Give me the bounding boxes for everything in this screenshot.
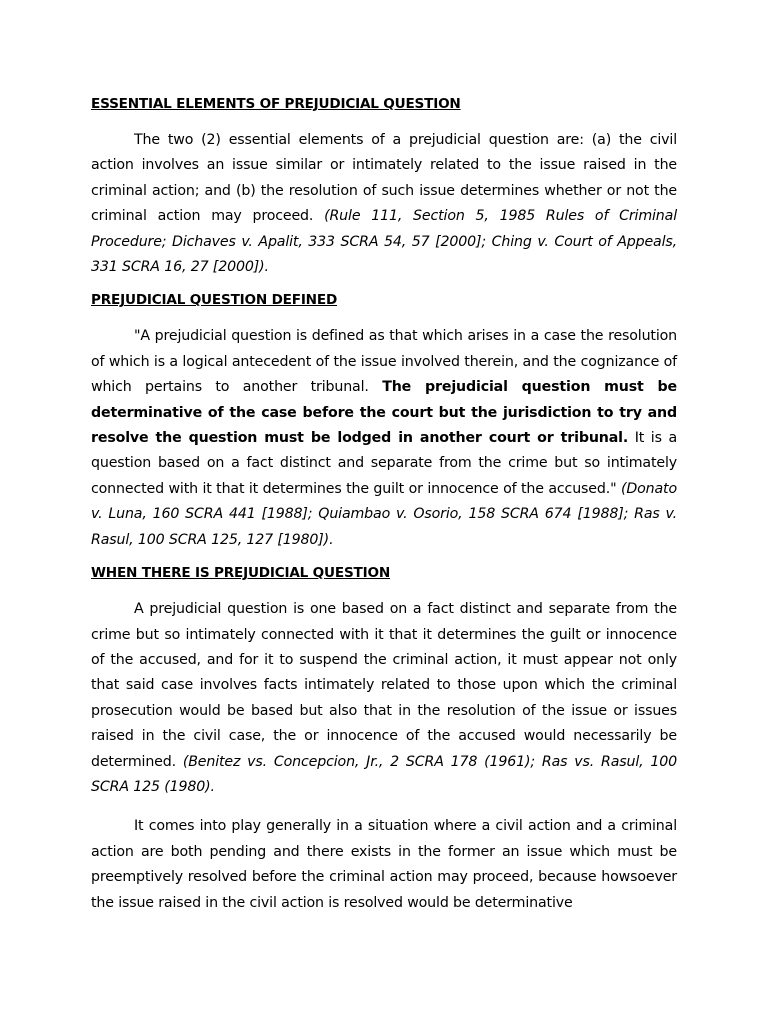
paragraph-comes-into-play [91,814,677,916]
paragraph-text: A prejudicial question is one based on a fact distinct and separate from the crime but so intimately connected with it that it determines the guilt or innocence of the accused, and for it to suspend the criminal action, it must appear not only that said case involves facts intimately related to those upon which the criminal prosecution would be based but also that in the resolution of the issue or issues raised in the civil case, the or innocence of the accused would necessarily be determined. [91,601,677,770]
paragraph-text: The two (2) essential elements of a prejudicial question are: (a) the civil action involves an issue similar or intimately related to the issue raised in the criminal action; and (b) the resolution of such issue determines whether or not the criminal action may proceed. [91,132,677,225]
paragraph-when-there-is [91,597,677,800]
citation: (Donato v. Luna, 160 SCRA 441 [1988]; Quiambao v. Osorio, 158 SCRA 674 [1988]; Ras v. Rasul, 100 SCRA 125, 127 [1980]). [91,480,677,548]
paragraph-essential-elements [91,128,677,280]
document-page [91,94,677,916]
paragraph-text: It comes into play generally in a situation where a civil action and a criminal action are both pending and there exists in the former an issue which must be preemptively resolved before the criminal action may proceed, because howsoever the issue raised in the civil action is resolved would be determinative [91,818,677,911]
section-heading-when-there-is: WHEN THERE IS PREJUDICIAL QUESTION [91,565,391,582]
paragraph-bold-text: The prejudicial question must be determinative of the case before the court but the jurisdiction to try and resolve the question must be lodged in another court or tribunal. [91,379,677,447]
paragraph-defined [91,324,677,553]
citation: (Rule 111, Section 5, 1985 Rules of Criminal Procedure; Dichaves v. Apalit, 333 SCRA 54, 57 [2000]; Ching v. Court of Appeals, 331 SCRA 16, 27 [2000]). [91,208,677,276]
paragraph-text-continued: It is a question based on a fact distinct and separate from the crime but so intimately connected with it that it determines the guilt or innocence of the accused." [91,430,677,497]
section-heading-essential-elements: ESSENTIAL ELEMENTS OF PREJUDICIAL QUESTION [91,96,461,112]
citation: (Benitez vs. Concepcion, Jr., 2 SCRA 178 (1961); Ras vs. Rasul, 100 SCRA 125 (1980). [91,753,677,795]
paragraph-text: "A prejudicial question is defined as that which arises in a case the resolution of which is a logical antecedent of the issue involved therein, and the cognizance of which pertains to another tribunal. [91,328,677,396]
section-heading-defined: PREJUDICIAL QUESTION DEFINED [91,292,338,309]
